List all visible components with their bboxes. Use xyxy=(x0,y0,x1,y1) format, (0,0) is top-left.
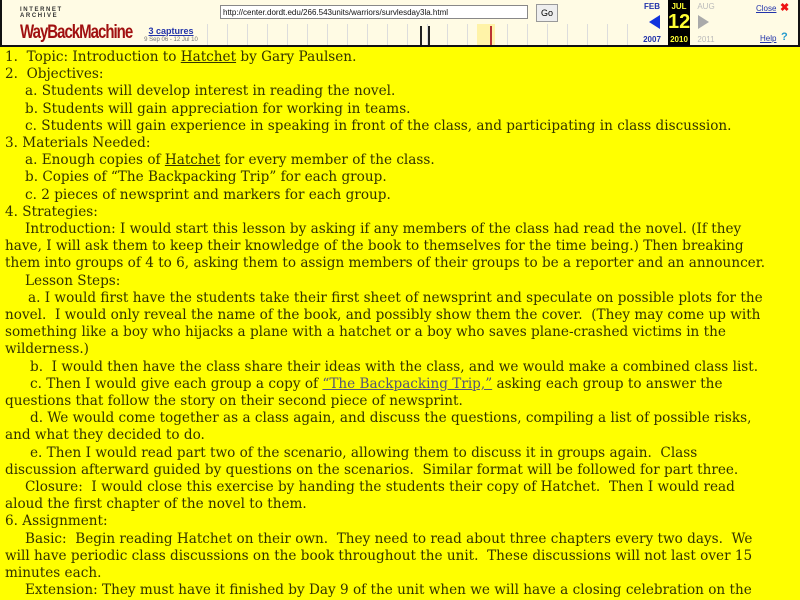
year-divider xyxy=(247,24,248,45)
text-segment: d. We would come together as a class again, and discuss the questions, compiling a list of possible risks, xyxy=(30,410,752,427)
text-line xyxy=(5,496,800,513)
text-line xyxy=(5,479,800,496)
backpacking-trip-link[interactable]: “The Backpacking Trip,” xyxy=(322,375,493,392)
text-line xyxy=(5,255,800,272)
text-line xyxy=(5,273,800,290)
text-line xyxy=(5,238,800,255)
book-title: Hatchet xyxy=(164,152,221,169)
help-link[interactable]: Help xyxy=(760,34,777,43)
year-divider xyxy=(627,24,628,45)
wayback-logo[interactable] xyxy=(20,7,133,44)
year-divider xyxy=(267,24,268,45)
year-divider xyxy=(607,24,608,45)
prev-month[interactable]: FEB xyxy=(644,2,660,11)
text-segment: 6. Assignment: xyxy=(5,513,108,530)
text-line xyxy=(5,341,800,358)
text-line xyxy=(5,410,800,427)
help-icon[interactable]: ? xyxy=(781,31,788,43)
year-divider xyxy=(507,24,508,45)
text-line xyxy=(5,462,800,479)
wayback-toolbar xyxy=(0,0,800,47)
text-segment: a. Students will develop interest in reading the novel. xyxy=(25,83,396,100)
text-line xyxy=(5,204,800,221)
year-divider xyxy=(367,24,368,45)
text-segment: b. Students will gain appreciation for working in teams. xyxy=(25,100,411,117)
capture-mark-current[interactable] xyxy=(490,26,492,45)
year-divider xyxy=(587,24,588,45)
text-line xyxy=(5,427,800,444)
year-divider xyxy=(547,24,548,45)
logo-top-text: INTERNET ARCHIVE xyxy=(20,7,63,19)
text-segment: asking each group to answer the xyxy=(492,375,723,392)
text-segment: c. Then I would give each group a copy of xyxy=(30,375,323,392)
capture-mark[interactable] xyxy=(420,26,422,45)
text-line xyxy=(5,582,800,599)
text-segment: c. 2 pieces of newsprint and markers for each group. xyxy=(25,186,391,203)
next-year: 2011 xyxy=(697,35,715,44)
text-segment: 3. Materials Needed: xyxy=(5,135,151,152)
prev-year[interactable]: 2007 xyxy=(643,35,661,44)
text-line xyxy=(5,376,800,393)
capture-mark[interactable] xyxy=(428,26,430,45)
capture-sparkline[interactable] xyxy=(207,24,629,45)
text-line xyxy=(5,531,800,548)
year-divider xyxy=(347,24,348,45)
book-title: Hatchet xyxy=(180,49,237,65)
year-divider xyxy=(447,24,448,45)
year-divider xyxy=(287,24,288,45)
text-line xyxy=(5,393,800,410)
current-date-block xyxy=(668,0,690,46)
current-year-highlight xyxy=(477,24,495,45)
text-segment: them into groups of 4 to 6, asking them to assign members of their groups to be a reporter and an announcer. xyxy=(5,255,766,272)
text-line xyxy=(5,307,800,324)
go-button[interactable]: Go xyxy=(536,4,558,22)
text-line xyxy=(5,118,800,135)
text-segment: aloud the first chapter of the novel to them. xyxy=(5,496,307,513)
text-segment: discussion afterward guided by questions on the scenarios. Similar format will be followed for part three. xyxy=(5,461,739,478)
text-segment: for every member of the class. xyxy=(220,152,435,169)
text-line xyxy=(5,169,800,186)
year-divider xyxy=(327,24,328,45)
text-segment: and what they decided to do. xyxy=(5,427,205,444)
text-segment: e. Then I would read part two of the scenario, allowing them to discuss it in groups again. Class xyxy=(30,444,698,461)
text-line xyxy=(5,221,800,238)
text-line xyxy=(5,152,800,169)
lesson-plan-content xyxy=(5,49,800,600)
current-day: 12 xyxy=(668,11,691,33)
text-line xyxy=(5,548,800,565)
text-segment: 4. Strategies: xyxy=(5,203,98,220)
text-segment: Basic: Begin reading Hatchet on their own. They need to read about three chapters every two days. We xyxy=(25,530,753,547)
text-line xyxy=(5,565,800,582)
text-segment: novel. I would only reveal the name of the book, and possibly show them the cover. (They may come up with xyxy=(5,307,761,324)
text-line xyxy=(5,135,800,152)
text-segment: by Gary Paulsen. xyxy=(236,49,357,65)
text-line xyxy=(5,445,800,462)
year-divider xyxy=(387,24,388,45)
text-line xyxy=(5,49,800,66)
year-divider xyxy=(407,24,408,45)
year-divider xyxy=(227,24,228,45)
captures xyxy=(136,26,206,43)
text-segment: a. Enough copies of xyxy=(25,152,165,169)
next-month: AUG xyxy=(697,2,715,11)
text-segment: wilderness.) xyxy=(5,341,89,358)
text-segment: a. I would first have the students take their first sheet of newsprint and speculate on possible plots for the xyxy=(28,289,763,306)
text-segment: Lesson Steps: xyxy=(25,272,121,289)
prev-arrow-icon[interactable] xyxy=(649,15,660,29)
text-segment: b. I would then have the class share their ideas with the class, and we would make a combined class list. xyxy=(30,358,759,375)
year-divider xyxy=(467,24,468,45)
text-segment: will have periodic class discussions on the book throughout the unit. These discussions will not last over 15 xyxy=(5,547,753,564)
year-divider xyxy=(207,24,208,45)
current-month: JUL xyxy=(671,2,687,11)
next-arrow-icon xyxy=(698,15,709,29)
text-line xyxy=(5,187,800,204)
text-segment: have, I will ask them to keep their knowledge of the book to themselves for the time being.) Then breaking xyxy=(5,238,744,255)
logo-main-text: WayBackMachine xyxy=(20,21,133,44)
close-link[interactable]: Close xyxy=(756,4,777,13)
close-icon[interactable]: ✖ xyxy=(780,2,790,14)
text-segment: Closure: I would close this exercise by handing the students their copy of Hatchet. Then I would read xyxy=(25,479,735,496)
text-segment: something like a boy who hijacks a plane with a hatchet or a boy who saves plane-crashed victims in the xyxy=(5,324,726,341)
text-segment: c. Students will gain experience in speaking in front of the class, and participating in class discussion. xyxy=(25,117,732,134)
text-line xyxy=(5,513,800,530)
year-divider xyxy=(307,24,308,45)
current-year: 2010 xyxy=(670,35,688,44)
text-segment: questions that follow the story on their second piece of newsprint. xyxy=(5,393,463,410)
text-segment: 1. Topic: Introduction to xyxy=(5,49,181,65)
captures-range: 9 Sep 06 - 12 Jul 10 xyxy=(144,37,198,43)
text-line xyxy=(5,66,800,83)
year-divider xyxy=(527,24,528,45)
year-divider xyxy=(567,24,568,45)
text-segment: minutes each. xyxy=(5,565,102,582)
text-line xyxy=(5,324,800,341)
text-segment: Extension: They must have it finished by Day 9 of the unit when we will have a closing celebration on the xyxy=(25,582,752,599)
text-segment: 2. Objectives: xyxy=(5,66,104,83)
text-line xyxy=(5,83,800,100)
text-line xyxy=(5,101,800,118)
text-segment: b. Copies of “The Backpacking Trip” for each group. xyxy=(25,169,387,186)
text-segment: Introduction: I would start this lesson by asking if any members of the class had read the novel. (If they xyxy=(25,221,742,238)
url-input[interactable]: http://center.dordt.edu/266.543units/warriors/survlesday3la.html xyxy=(220,5,528,19)
captures-link[interactable]: 3 captures xyxy=(148,26,194,36)
text-line xyxy=(5,290,800,307)
text-line xyxy=(5,359,800,376)
